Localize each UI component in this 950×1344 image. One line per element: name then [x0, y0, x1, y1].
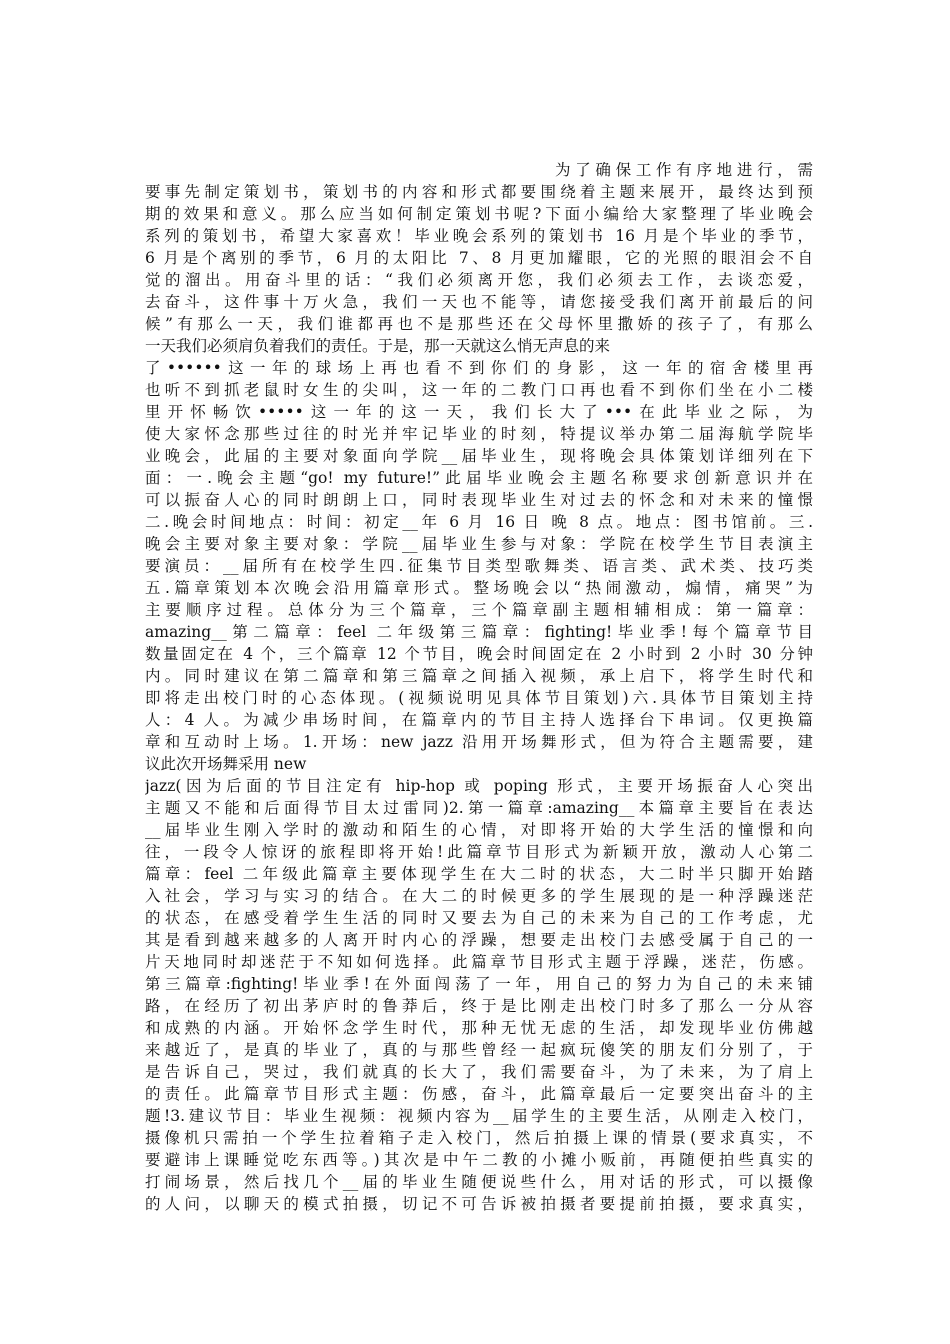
text-line: 二.晚会时间地点：时间：初定__年 6 月 16 日 晚 8 点。地点：图书馆前。三.	[145, 513, 813, 531]
text-line: 路，在经历了初出茅庐时的鲁莽后，终于是比刚走出校门时多了那么一分从容	[145, 997, 813, 1015]
text-line: 主要顺序过程。总体分为三个篇章，三个篇章副主题相辅相成：第一篇章：	[145, 601, 813, 619]
text-line: 往，一段令人惊讶的旅程即将开始!此篇章节目形式为新颖开放，激动人心第二	[145, 843, 813, 861]
text-line: 主题又不能和后面得节目太过雷同)2.第一篇章:amazing__本篇章主要旨在表达	[145, 799, 813, 817]
text-line: __届毕业生刚入学时的激动和陌生的心情，对即将开始的大学生活的憧憬和向	[145, 821, 813, 839]
text-line: 的状态，在感受着学生生活的同时又要去为自己的未来为自己的工作考虑，尤	[145, 909, 813, 927]
text-line: 里开怀畅饮•••••这一年的这一天，我们长大了•••在此毕业之际，为	[145, 403, 813, 421]
text-line: 的人问，以聊天的模式拍摄，切记不可告诉被拍摄者要提前拍摄，要求真实，	[145, 1195, 813, 1213]
text-line: 题!3.建议节目：毕业生视频：视频内容为__届学生的主要生活，从刚走入校门，	[145, 1107, 813, 1125]
text-line: 使大家怀念那些过往的时光并牢记毕业的时刻，特提议举办第二届海航学院毕	[145, 425, 813, 443]
text-line: 人：4 人。为减少串场时间，在篇章内的节目主持人选择台下串词。仅更换篇	[145, 711, 813, 729]
text-line: 了••••••这一年的球场上再也看不到你们的身影，这一年的宿舍楼里再	[145, 359, 813, 377]
text-line: 觉的溜出。用奋斗里的话：“我们必须离开您，我们必须去工作，去谈恋爱，	[145, 271, 813, 289]
text-line: 片天地同时却迷茫于不知如何选择。此篇章节目形式主题于浮躁，迷茫，伤感。	[145, 953, 813, 971]
text-line: 内。同时建议在第二篇章和第三篇章之间插入视频，承上启下，将学生时代和	[145, 667, 813, 685]
text-line: 和成熟的内涵。开始怀念学生时代，那种无忧无虑的生活，却发现毕业仿佛越	[145, 1019, 813, 1037]
text-line: 五.篇章策划本次晚会沿用篇章形式。整场晚会以“热闹激动，煽情，痛哭”为	[145, 579, 813, 597]
text-line: 第三篇章:fighting!毕业季!在外面闯荡了一年，用自己的努力为自己的未来铺	[145, 975, 813, 993]
text-line: 来越近了，是真的毕业了，真的与那些曾经一起疯玩傻笑的朋友们分别了，于	[145, 1041, 813, 1059]
text-line: 也听不到抓老鼠时女生的尖叫，这一年的二教门口再也看不到你们坐在小二楼	[145, 381, 813, 399]
text-line: 的责任。此篇章节目形式主题：伤感，奋斗，此篇章最后一定要突出奋斗的主	[145, 1085, 813, 1103]
text-line: 是告诉自己，哭过，我们就真的长大了，我们需要奋斗，为了未来，为了肩上	[145, 1063, 813, 1081]
text-line: amazing__第二篇章：feel 二年级第三篇章：fighting!毕业季!每个篇章节目	[145, 623, 813, 641]
text-line: 其是看到越来越多的人离开时内心的浮躁，想要走出校门去感受属于自己的一	[145, 931, 813, 949]
text-line: jazz(因为后面的节目注定有 hip-hop 或 poping 形式，主要开场振奋人心突出	[145, 777, 813, 795]
text-line: 打闹场景，然后找几个__届的毕业生随便说些什么，用对话的形式，可以摄像	[145, 1173, 813, 1191]
text-line: 可以振奋人心的同时朗朗上口，同时表现毕业生对过去的怀念和对未来的憧憬	[145, 491, 813, 509]
text-line: 议此次开场舞采用 new	[145, 755, 307, 773]
text-line: 去奋斗，这件事十万火急，我们一天也不能等，请您接受我们离开前最后的问	[145, 293, 813, 311]
text-line: 要事先制定策划书，策划书的内容和形式都要围绕着主题来展开，最终达到预	[145, 183, 813, 201]
text-line: 一天我们必须肩负着我们的责任。于是，那一天就这么悄无声息的来	[145, 337, 611, 355]
text-line: 入社会，学习与实习的结合。在大二的时候更多的学生展现的是一种浮躁迷茫	[145, 887, 813, 905]
text-line: 要演员：__届所有在校学生四.征集节目类型歌舞类、语言类、武术类、技巧类	[145, 557, 813, 575]
text-line: 6 月是个离别的季节，6 月的太阳比 7、8 月更加耀眼，它的光照的眼泪会不自	[145, 249, 813, 267]
text-line: 数量固定在 4 个，三个篇章 12 个节目，晚会时间固定在 2 小时到 2 小时 30 分钟	[145, 645, 813, 663]
text-line: 篇章：feel 二年级此篇章主要体现学生在大二时的状态，大二时半只脚开始踏	[145, 865, 813, 883]
text-line: 面：一.晚会主题“go! my future!”此届毕业晚会主题名称要求创新意识并在	[145, 469, 813, 487]
text-line: 系列的策划书，希望大家喜欢！毕业晚会系列的策划书 16 月是个毕业的季节，	[145, 227, 813, 245]
text-line: 章和互动时上场。1.开场：new jazz 沿用开场舞形式，但为符合主题需要，建	[145, 733, 813, 751]
text-line: 为了确保工作有序地进行，需	[555, 161, 813, 179]
text-line: 即将走出校门时的心态体现。(视频说明见具体节目策划)六.具体节目策划主持	[145, 689, 813, 707]
text-line: 期的效果和意义。那么应当如何制定策划书呢?下面小编给大家整理了毕业晚会	[145, 205, 813, 223]
text-line: 晚会主要对象主要对象：学院__届毕业生参与对象：学院在校学生节目表演主	[145, 535, 813, 553]
text-line: 候”有那么一天，我们谁都再也不是那些还在父母怀里撒娇的孩子了，有那么	[145, 315, 813, 333]
text-line: 摄像机只需拍一个学生拉着箱子走入校门，然后拍摄上课的情景(要求真实，不	[145, 1129, 813, 1147]
text-line: 要避讳上课睡觉吃东西等。)其次是中午二教的小摊小贩前，再随便拍些真实的	[145, 1151, 813, 1169]
text-line: 业晚会，此届的主要对象面向学院__届毕业生，现将晚会具体策划详细列在下	[145, 447, 813, 465]
body-text	[145, 159, 813, 1215]
